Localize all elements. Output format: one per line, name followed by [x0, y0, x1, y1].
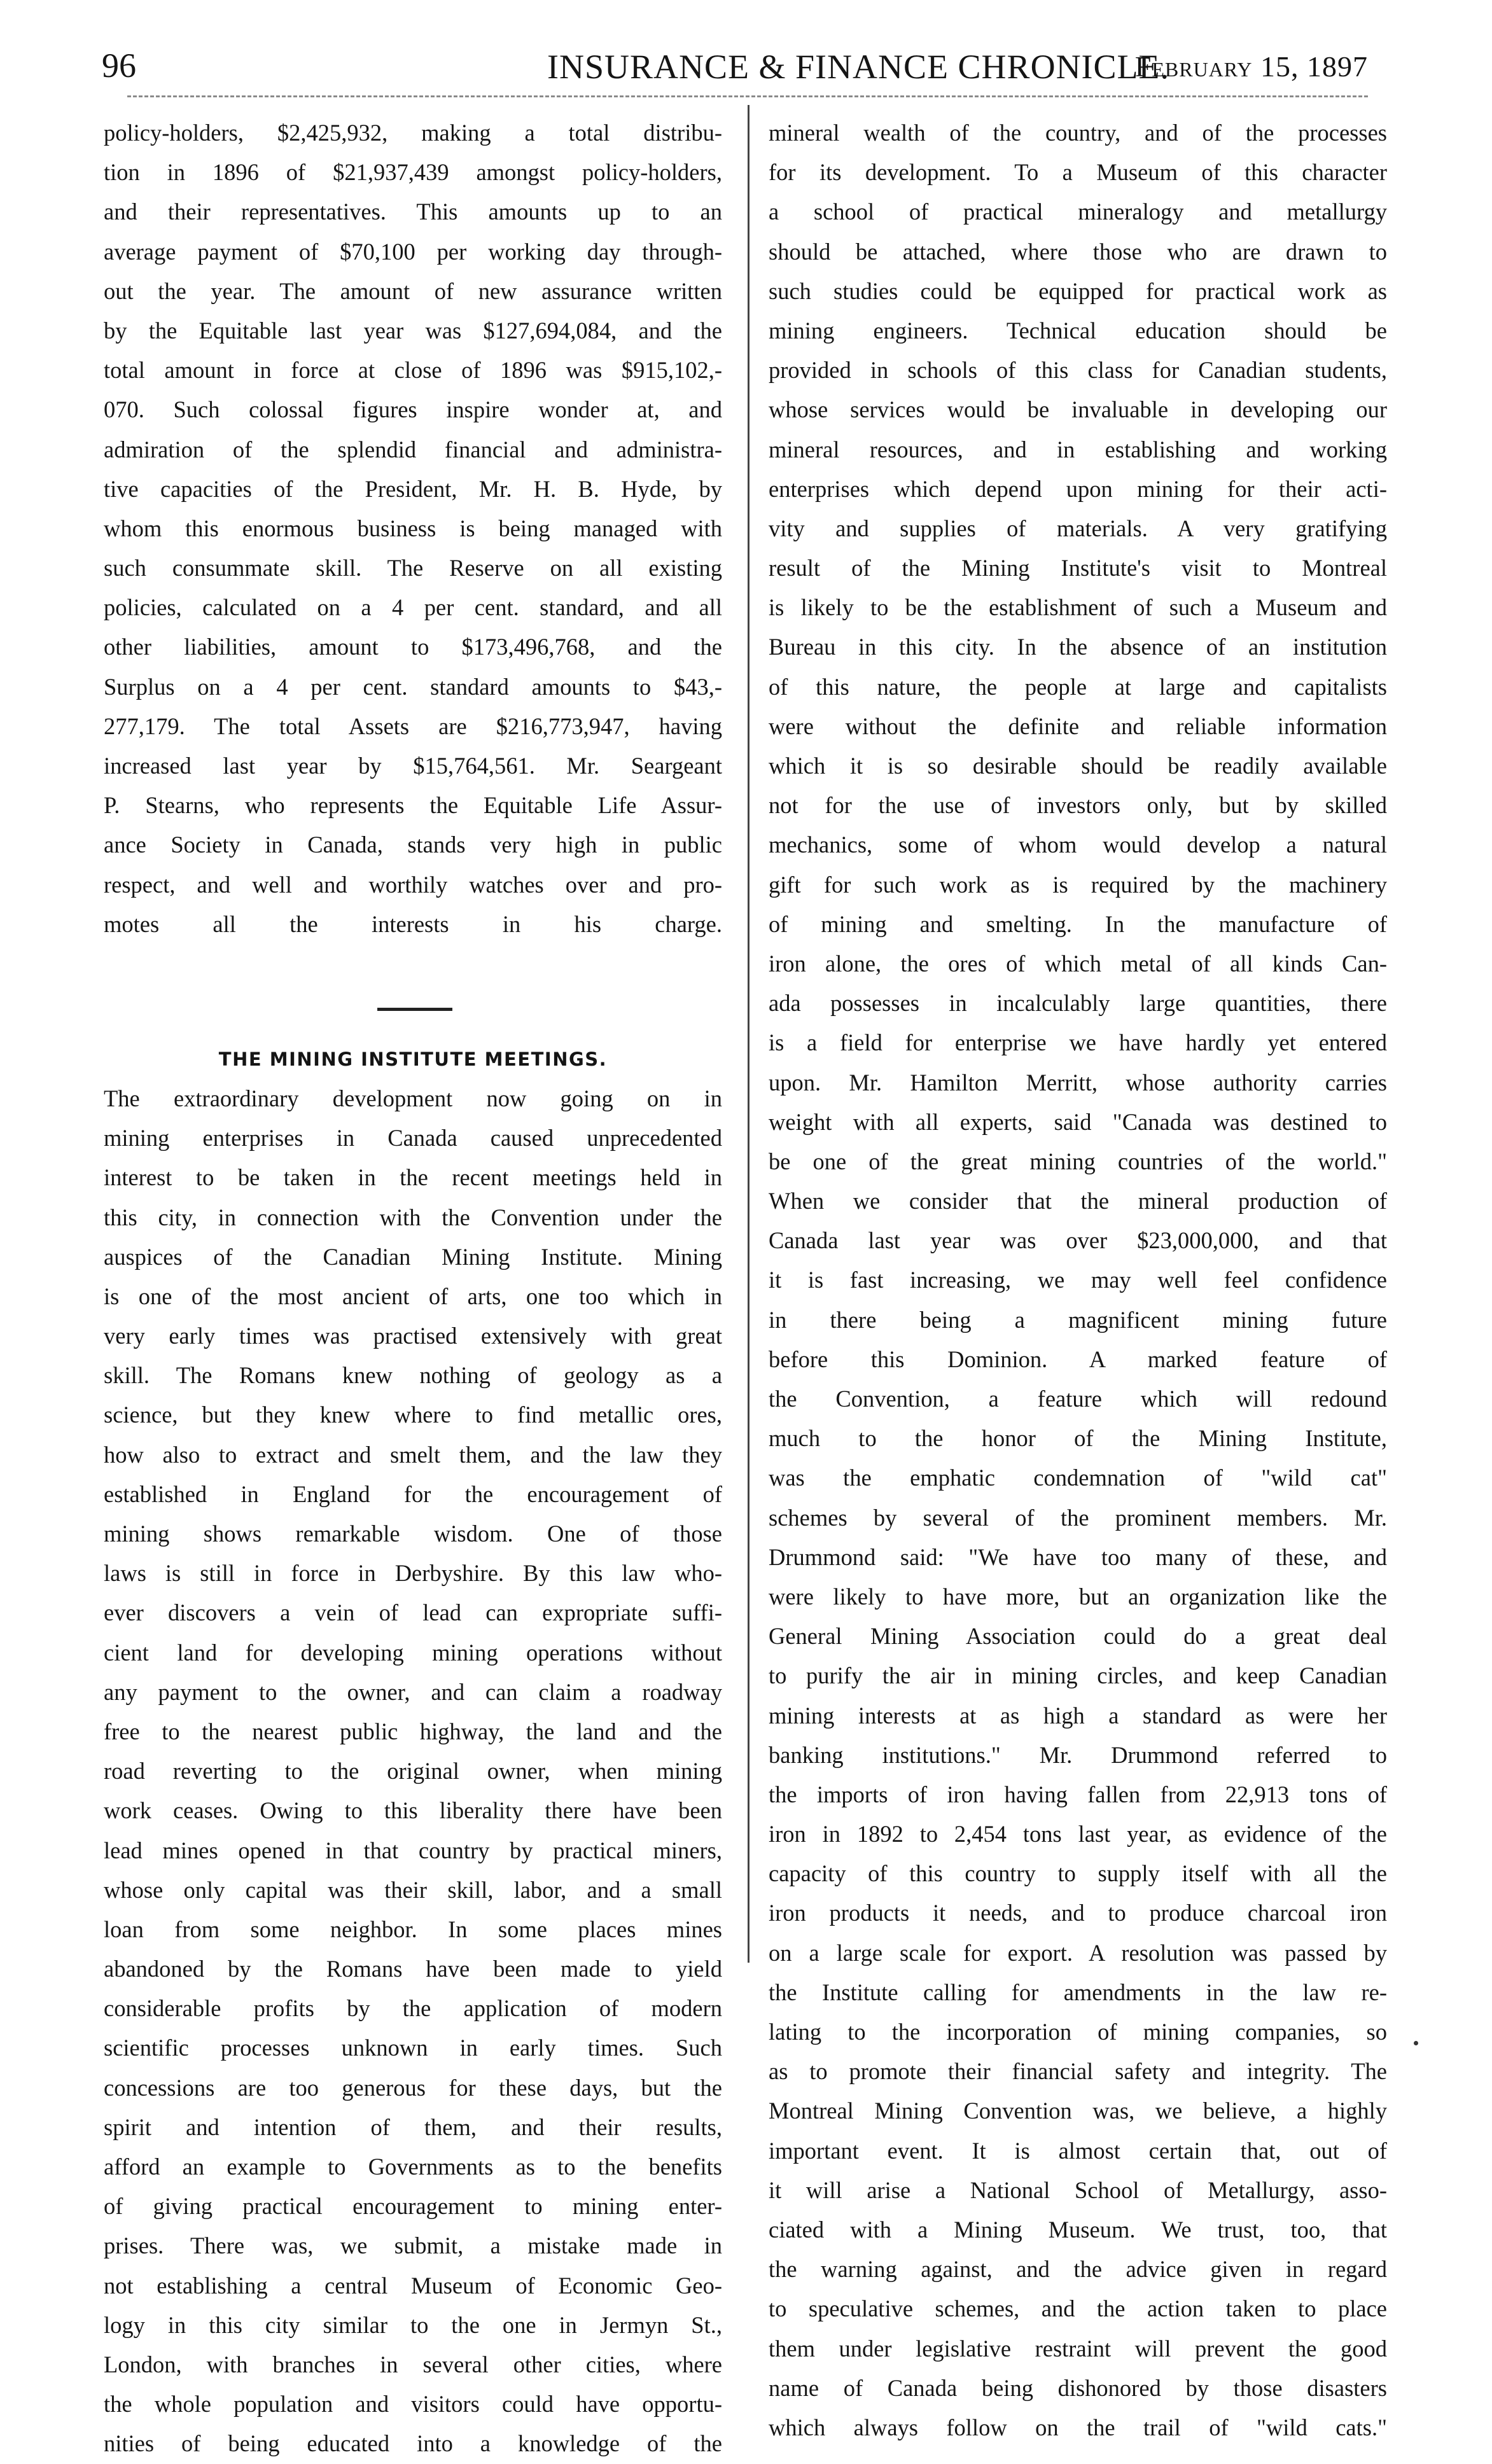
issue-date: February 15, 1897: [1134, 50, 1368, 83]
text-line: Bureau in this city. In the absence of an institution: [769, 634, 1387, 660]
text-line: the warning against, and the advice given in regard: [769, 2256, 1387, 2283]
text-line: respect, and well and worthily watches over and pro-: [104, 871, 722, 898]
text-line: the whole population and visitors could have opportu-: [104, 2391, 722, 2418]
text-line: ever discovers a vein of lead can expropriate suffi-: [104, 1599, 722, 1626]
text-line: science, but they knew where to find metallic ores,: [104, 1402, 722, 1428]
text-line: result of the Mining Institute's visit to Montreal: [769, 555, 1387, 581]
text-line: them under legislative restraint will prevent the good: [769, 2335, 1387, 2362]
text-line: of giving practical encouragement to mining enter-: [104, 2193, 722, 2220]
text-line: enterprises which depend upon mining for their acti-: [769, 475, 1387, 502]
text-line: such consummate skill. The Reserve on all existing: [104, 555, 722, 581]
print-speck: [1414, 2041, 1418, 2045]
text-line: of mining and smelting. In the manufacture of: [769, 910, 1387, 937]
text-line: not establishing a central Museum of Economic Geo-: [104, 2272, 722, 2299]
text-line: and their representatives. This amounts up to an: [104, 198, 722, 225]
right-column: [769, 113, 1387, 2447]
text-line: banking institutions." Mr. Drummond referred to: [769, 1741, 1387, 1768]
text-line: afford an example to Governments as to the benefits: [104, 2154, 722, 2180]
text-line: be one of the great mining countries of the world.": [769, 1148, 1387, 1174]
text-line: how also to extract and smelt them, and the law they: [104, 1441, 722, 1468]
journal-title: INSURANCE & FINANCE CHRONICLE.: [547, 48, 1170, 86]
text-line: abandoned by the Romans have been made to yield: [104, 1956, 722, 1982]
text-line: were without the definite and reliable information: [769, 713, 1387, 739]
text-line: important event. It is almost certain that, out of: [769, 2137, 1387, 2164]
text-line: interest to be taken in the recent meetings held in: [104, 1164, 722, 1191]
text-line: spirit and intention of them, and their results,: [104, 2113, 722, 2140]
text-line: mechanics, some of whom would develop a natural: [769, 832, 1387, 858]
section-heading: THE MINING INSTITUTE MEETINGS.: [218, 1048, 608, 1070]
text-line: on a large scale for export. A resolution was passed by: [769, 1939, 1387, 1966]
text-line: cient land for developing mining operations without: [104, 1639, 722, 1666]
page-number: 96: [102, 46, 136, 85]
text-line: established in England for the encouragement of: [104, 1480, 722, 1507]
text-line: other liabilities, amount to $173,496,768, and the: [104, 634, 722, 660]
text-line: When we consider that the mineral production of: [769, 1188, 1387, 1215]
text-line: weight with all experts, said "Canada was destined to: [769, 1108, 1387, 1135]
text-line: mining enterprises in Canada caused unprecedented: [104, 1125, 722, 1152]
text-line: to purify the air in mining circles, and keep Canadian: [769, 1662, 1387, 1689]
text-line: ada possesses in incalculably large quantities, there: [769, 990, 1387, 1017]
text-line: gift for such work as is required by the machinery: [769, 871, 1387, 898]
section-divider: [377, 1008, 452, 1011]
mining-article-continued: [769, 113, 1387, 2447]
text-line: upon. Mr. Hamilton Merritt, whose authority carries: [769, 1069, 1387, 1096]
left-column: [104, 113, 722, 2464]
text-line: it is fast increasing, we may well feel confidence: [769, 1267, 1387, 1293]
text-line: laws is still in force in Derbyshire. By this law who-: [104, 1560, 722, 1587]
text-line: out the year. The amount of new assurance written: [104, 277, 722, 304]
text-line: road reverting to the original owner, when mining: [104, 1758, 722, 1785]
text-line: in there being a magnificent mining future: [769, 1306, 1387, 1333]
text-line: total amount in force at close of 1896 was $915,102,-: [104, 357, 722, 384]
text-line: should be attached, where those who are drawn to: [769, 238, 1387, 265]
text-line: loan from some neighbor. In some places mines: [104, 1916, 722, 1942]
text-line: tion in 1896 of $21,937,439 amongst policy-holders,: [104, 159, 722, 186]
text-line: mining engineers. Technical education should be: [769, 317, 1387, 344]
text-line: very early times was practised extensively with great: [104, 1323, 722, 1349]
section-gap: [104, 944, 722, 1040]
text-line: not for the use of investors only, but by skilled: [769, 792, 1387, 819]
text-line: name of Canada being dishonored by those disasters: [769, 2374, 1387, 2401]
text-line: increased last year by $15,764,561. Mr. Seargeant: [104, 753, 722, 779]
text-line: mining shows remarkable wisdom. One of those: [104, 1521, 722, 1547]
text-line: such studies could be equipped for practical work as: [769, 277, 1387, 304]
mining-article-start: [104, 1079, 722, 2464]
text-line: provided in schools of this class for Canadian students,: [769, 357, 1387, 384]
text-line: Montreal Mining Convention was, we believe, a highly: [769, 2098, 1387, 2124]
text-line: policies, calculated on a 4 per cent. standard, and all: [104, 594, 722, 621]
text-line: Surplus on a 4 per cent. standard amounts to $43,-: [104, 673, 722, 700]
text-line: Canada last year was over $23,000,000, and that: [769, 1227, 1387, 1254]
text-line: any payment to the owner, and can claim a roadway: [104, 1678, 722, 1705]
text-line: which it is so desirable should be readily available: [769, 753, 1387, 779]
text-line: Drummond said: "We have too many of these, and: [769, 1543, 1387, 1570]
text-line: lating to the incorporation of mining companies, so: [769, 2019, 1387, 2045]
text-line: the Institute calling for amendments in the law re-: [769, 1979, 1387, 2005]
text-line: this city, in connection with the Convention under the: [104, 1204, 722, 1230]
text-line: was the emphatic condemnation of "wild cat": [769, 1465, 1387, 1491]
text-line: a school of practical mineralogy and metallurgy: [769, 198, 1387, 225]
text-line: skill. The Romans knew nothing of geology as a: [104, 1362, 722, 1389]
text-line: for its development. To a Museum of this character: [769, 159, 1387, 186]
text-line: logy in this city similar to the one in Jermyn St.,: [104, 2311, 722, 2338]
text-line: P. Stearns, who represents the Equitable Life Assur-: [104, 792, 722, 819]
text-line: whom this enormous business is being managed with: [104, 515, 722, 541]
text-line: ance Society in Canada, stands very high in public: [104, 832, 722, 858]
text-line: as to promote their financial safety and integrity. The: [769, 2058, 1387, 2085]
text-line: work ceases. Owing to this liberality there have been: [104, 1797, 722, 1824]
text-line: nities of being educated into a knowledge of the: [104, 2430, 722, 2457]
running-header: [102, 39, 1368, 90]
text-line: vity and supplies of materials. A very gratifying: [769, 515, 1387, 541]
text-line: concessions are too generous for these days, but the: [104, 2074, 722, 2101]
text-line: is one of the most ancient of arts, one too which in: [104, 1283, 722, 1309]
text-line: mineral wealth of the country, and of the processes: [769, 120, 1387, 146]
text-line: it will arise a National School of Metallurgy, asso-: [769, 2176, 1387, 2203]
text-line: by the Equitable last year was $127,694,084, and the: [104, 317, 722, 344]
text-line: schemes by several of the prominent members. Mr.: [769, 1504, 1387, 1531]
text-line: to speculative schemes, and the action taken to place: [769, 2295, 1387, 2322]
text-line: prises. There was, we submit, a mistake made in: [104, 2232, 722, 2259]
text-line: whose services would be invaluable in developing our: [769, 396, 1387, 423]
column-rule: [748, 105, 749, 1963]
text-line: admiration of the splendid financial and administra-: [104, 436, 722, 463]
text-line: scientific processes unknown in early times. Such: [104, 2035, 722, 2061]
text-line: the imports of iron having fallen from 22,913 tons of: [769, 1781, 1387, 1807]
header-rule: [127, 95, 1368, 97]
text-line: whose only capital was their skill, labor, and a small: [104, 1876, 722, 1903]
text-line: ciated with a Mining Museum. We trust, too, that: [769, 2216, 1387, 2243]
text-line: iron in 1892 to 2,454 tons last year, as evidence of the: [769, 1821, 1387, 1848]
text-line: free to the nearest public highway, the land and the: [104, 1718, 722, 1744]
text-line: average payment of $70,100 per working day through-: [104, 238, 722, 265]
equitable-paragraph: [104, 113, 722, 944]
text-line: 070. Such colossal figures inspire wonder at, and: [104, 396, 722, 423]
text-line: lead mines opened in that country by practical miners,: [104, 1837, 722, 1863]
text-line: General Mining Association could do a great deal: [769, 1623, 1387, 1650]
text-line: tive capacities of the President, Mr. H. B. Hyde, by: [104, 475, 722, 502]
text-line: considerable profits by the application of modern: [104, 1995, 722, 2022]
text-line: The extraordinary development now going on in: [104, 1085, 722, 1111]
text-line: auspices of the Canadian Mining Institute. Mining: [104, 1243, 722, 1270]
text-line: policy-holders, $2,425,932, making a total distribu-: [104, 120, 722, 146]
text-line: London, with branches in several other cities, where: [104, 2351, 722, 2377]
text-line: before this Dominion. A marked feature of: [769, 1346, 1387, 1372]
text-line: capacity of this country to supply itself with all the: [769, 1860, 1387, 1887]
text-line: is a field for enterprise we have hardly yet entered: [769, 1029, 1387, 1056]
text-line: mineral resources, and in establishing and working: [769, 436, 1387, 463]
text-line: is likely to be the establishment of such a Museum and: [769, 594, 1387, 621]
text-line: were likely to have more, but an organization like the: [769, 1583, 1387, 1610]
text-line: which always follow on the trail of "wild cats.": [769, 2414, 1387, 2440]
text-line: the Convention, a feature which will redound: [769, 1386, 1387, 1412]
text-line: 277,179. The total Assets are $216,773,947, having: [104, 713, 722, 739]
text-line: mining interests at as high a standard as were her: [769, 1702, 1387, 1729]
text-line: of this nature, the people at large and capitalists: [769, 673, 1387, 700]
text-line: motes all the interests in his charge.: [104, 910, 722, 937]
text-line: iron products it needs, and to produce charcoal iron: [769, 1900, 1387, 1926]
text-line: iron alone, the ores of which metal of all kinds Can-: [769, 950, 1387, 977]
text-line: much to the honor of the Mining Institute,: [769, 1425, 1387, 1452]
